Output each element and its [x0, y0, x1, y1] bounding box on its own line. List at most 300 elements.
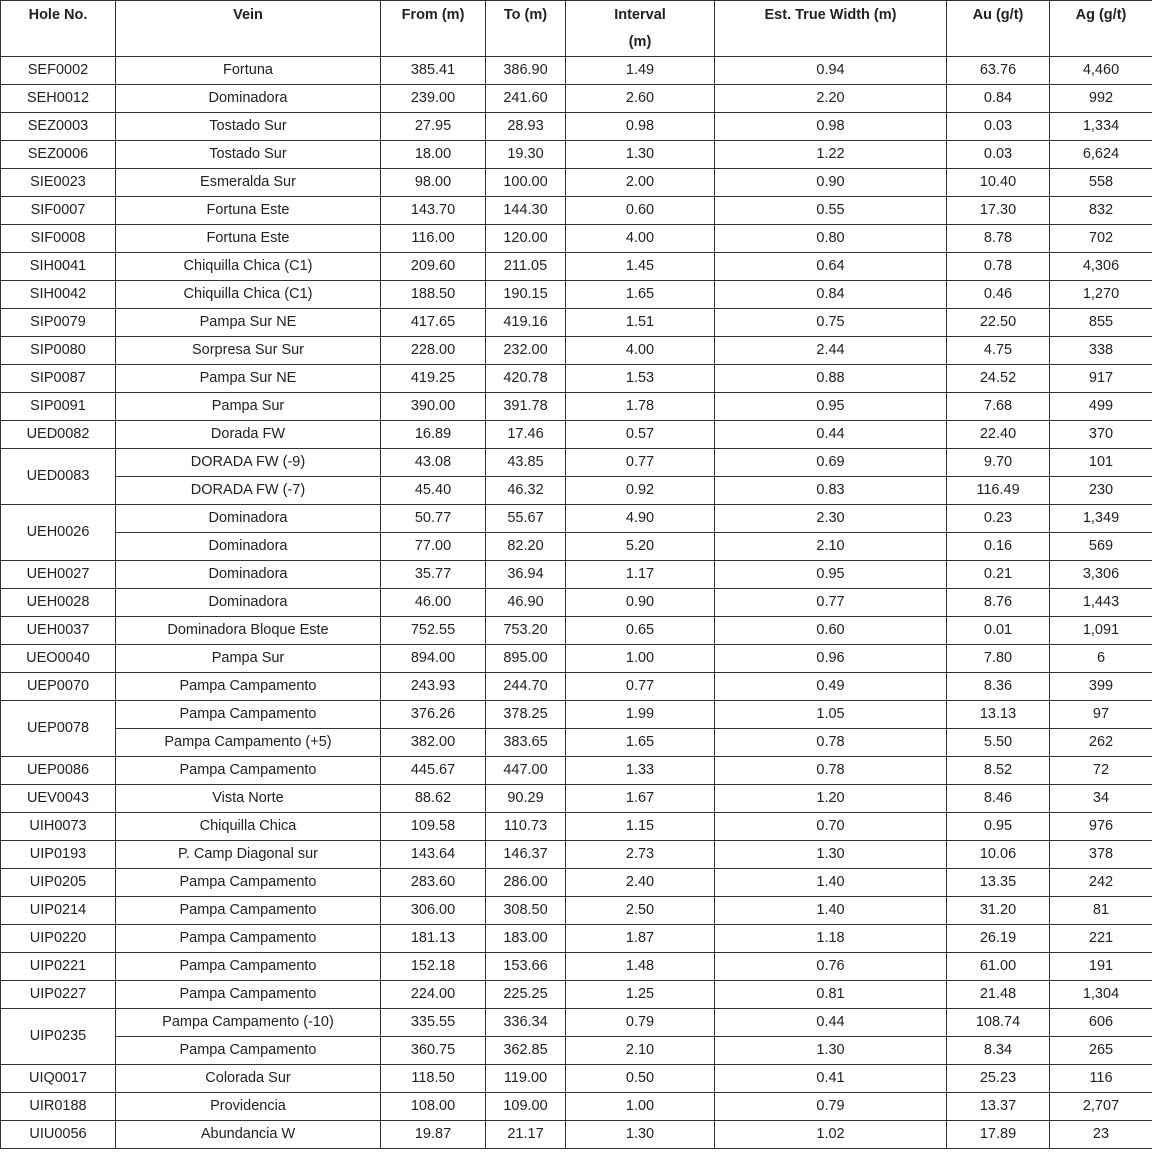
- cell-to: 386.90: [486, 57, 566, 85]
- cell-from: 209.60: [381, 253, 486, 281]
- cell-hole-no: UEO0040: [1, 645, 116, 673]
- cell-from: 335.55: [381, 1009, 486, 1037]
- cell-to: 336.34: [486, 1009, 566, 1037]
- cell-from: 116.00: [381, 225, 486, 253]
- cell-interval: 2.00: [566, 169, 715, 197]
- column-header-from: [381, 1, 486, 57]
- table-header: [1, 1, 1152, 57]
- cell-est-true-width: 1.05: [715, 701, 947, 729]
- cell-est-true-width: 1.22: [715, 141, 947, 169]
- cell-vein: Pampa Sur: [116, 645, 381, 673]
- cell-ag: 2,707: [1050, 1093, 1152, 1121]
- cell-from: 118.50: [381, 1065, 486, 1093]
- column-header-label: (m): [628, 34, 652, 50]
- cell-vein: DORADA FW (-7): [116, 477, 381, 505]
- column-header-label: From (m): [401, 7, 465, 23]
- cell-est-true-width: 0.94: [715, 57, 947, 85]
- cell-interval: 1.15: [566, 813, 715, 841]
- cell-est-true-width: 0.55: [715, 197, 947, 225]
- cell-au: 22.50: [947, 309, 1050, 337]
- cell-hole-no: UEH0027: [1, 561, 116, 589]
- cell-to: 144.30: [486, 197, 566, 225]
- cell-ag: 1,304: [1050, 981, 1152, 1009]
- cell-interval: 1.30: [566, 141, 715, 169]
- cell-from: 98.00: [381, 169, 486, 197]
- cell-est-true-width: 0.64: [715, 253, 947, 281]
- cell-hole-no: SIP0091: [1, 393, 116, 421]
- table-row: [1, 477, 1152, 505]
- cell-au: 7.80: [947, 645, 1050, 673]
- cell-hole-no: SEZ0003: [1, 113, 116, 141]
- cell-hole-no: UIP0205: [1, 869, 116, 897]
- cell-est-true-width: 0.96: [715, 645, 947, 673]
- cell-est-true-width: 0.44: [715, 1009, 947, 1037]
- cell-from: 376.26: [381, 701, 486, 729]
- cell-au: 5.50: [947, 729, 1050, 757]
- cell-au: 25.23: [947, 1065, 1050, 1093]
- table-row: [1, 393, 1152, 421]
- table-row: [1, 617, 1152, 645]
- table-row: [1, 281, 1152, 309]
- cell-ag: 1,334: [1050, 113, 1152, 141]
- table-row: [1, 1009, 1152, 1037]
- table-row: [1, 1093, 1152, 1121]
- cell-vein: Pampa Sur: [116, 393, 381, 421]
- cell-vein: Dominadora: [116, 85, 381, 113]
- table-row: [1, 197, 1152, 225]
- cell-ag: 34: [1050, 785, 1152, 813]
- cell-hole-no: UIQ0017: [1, 1065, 116, 1093]
- cell-ag: 242: [1050, 869, 1152, 897]
- table-row: [1, 309, 1152, 337]
- column-header-label: To (m): [503, 7, 548, 23]
- cell-hole-no: SIP0079: [1, 309, 116, 337]
- cell-ag: 81: [1050, 897, 1152, 925]
- table-row: [1, 337, 1152, 365]
- cell-vein: Tostado Sur: [116, 113, 381, 141]
- cell-vein: Pampa Campamento: [116, 1037, 381, 1065]
- cell-from: 188.50: [381, 281, 486, 309]
- cell-hole-no: UEP0078: [1, 701, 116, 757]
- table-row: [1, 449, 1152, 477]
- table-row: [1, 729, 1152, 757]
- column-header-ag: [1050, 1, 1152, 57]
- cell-hole-no: UIP0235: [1, 1009, 116, 1065]
- cell-vein: Tostado Sur: [116, 141, 381, 169]
- column-header-au: [947, 1, 1050, 57]
- cell-au: 31.20: [947, 897, 1050, 925]
- cell-interval: 4.00: [566, 225, 715, 253]
- cell-vein: Dominadora: [116, 505, 381, 533]
- cell-interval: 1.00: [566, 645, 715, 673]
- cell-to: 82.20: [486, 533, 566, 561]
- cell-vein: Pampa Campamento (-10): [116, 1009, 381, 1037]
- cell-ag: 558: [1050, 169, 1152, 197]
- cell-from: 228.00: [381, 337, 486, 365]
- cell-from: 143.64: [381, 841, 486, 869]
- column-header-to: [486, 1, 566, 57]
- cell-hole-no: UIP0220: [1, 925, 116, 953]
- cell-est-true-width: 0.69: [715, 449, 947, 477]
- cell-to: 308.50: [486, 897, 566, 925]
- table-row: [1, 841, 1152, 869]
- cell-to: 895.00: [486, 645, 566, 673]
- cell-interval: 1.49: [566, 57, 715, 85]
- cell-vein: Dominadora: [116, 589, 381, 617]
- column-header-interval: [566, 1, 715, 57]
- cell-from: 77.00: [381, 533, 486, 561]
- cell-ag: 265: [1050, 1037, 1152, 1065]
- cell-hole-no: UIP0221: [1, 953, 116, 981]
- cell-hole-no: UIR0188: [1, 1093, 116, 1121]
- cell-vein: Pampa Campamento: [116, 925, 381, 953]
- cell-vein: Fortuna: [116, 57, 381, 85]
- cell-au: 8.78: [947, 225, 1050, 253]
- column-header-label: Hole No.: [28, 7, 88, 23]
- cell-vein: Dominadora: [116, 533, 381, 561]
- cell-au: 8.76: [947, 589, 1050, 617]
- cell-est-true-width: 0.49: [715, 673, 947, 701]
- cell-from: 419.25: [381, 365, 486, 393]
- cell-ag: 1,349: [1050, 505, 1152, 533]
- table-row: [1, 981, 1152, 1009]
- cell-hole-no: UIH0073: [1, 813, 116, 841]
- cell-from: 152.18: [381, 953, 486, 981]
- cell-to: 286.00: [486, 869, 566, 897]
- cell-to: 378.25: [486, 701, 566, 729]
- cell-au: 0.03: [947, 113, 1050, 141]
- cell-ag: 1,270: [1050, 281, 1152, 309]
- cell-interval: 1.99: [566, 701, 715, 729]
- cell-vein: Chiquilla Chica: [116, 813, 381, 841]
- cell-to: 100.00: [486, 169, 566, 197]
- cell-au: 17.30: [947, 197, 1050, 225]
- cell-ag: 6,624: [1050, 141, 1152, 169]
- cell-to: 36.94: [486, 561, 566, 589]
- cell-from: 382.00: [381, 729, 486, 757]
- cell-ag: 1,443: [1050, 589, 1152, 617]
- cell-ag: 606: [1050, 1009, 1152, 1037]
- cell-hole-no: SIP0087: [1, 365, 116, 393]
- cell-from: 18.00: [381, 141, 486, 169]
- table-row: [1, 505, 1152, 533]
- cell-from: 360.75: [381, 1037, 486, 1065]
- cell-au: 10.40: [947, 169, 1050, 197]
- cell-au: 0.01: [947, 617, 1050, 645]
- cell-au: 61.00: [947, 953, 1050, 981]
- cell-vein: DORADA FW (-9): [116, 449, 381, 477]
- cell-ag: 499: [1050, 393, 1152, 421]
- cell-from: 46.00: [381, 589, 486, 617]
- cell-to: 43.85: [486, 449, 566, 477]
- cell-est-true-width: 0.79: [715, 1093, 947, 1121]
- cell-est-true-width: 1.20: [715, 785, 947, 813]
- cell-hole-no: UEH0037: [1, 617, 116, 645]
- cell-to: 146.37: [486, 841, 566, 869]
- cell-to: 211.05: [486, 253, 566, 281]
- cell-au: 8.36: [947, 673, 1050, 701]
- table-row: [1, 113, 1152, 141]
- cell-interval: 0.98: [566, 113, 715, 141]
- cell-to: 383.65: [486, 729, 566, 757]
- cell-est-true-width: 1.40: [715, 869, 947, 897]
- cell-hole-no: SIH0042: [1, 281, 116, 309]
- cell-vein: Chiquilla Chica (C1): [116, 253, 381, 281]
- cell-interval: 1.65: [566, 281, 715, 309]
- cell-interval: 1.87: [566, 925, 715, 953]
- cell-est-true-width: 1.30: [715, 841, 947, 869]
- cell-from: 19.87: [381, 1121, 486, 1149]
- cell-interval: 1.17: [566, 561, 715, 589]
- cell-interval: 4.00: [566, 337, 715, 365]
- column-header-label: Au (g/t): [972, 7, 1024, 23]
- cell-hole-no: UIP0193: [1, 841, 116, 869]
- cell-ag: 855: [1050, 309, 1152, 337]
- cell-est-true-width: 0.81: [715, 981, 947, 1009]
- cell-ag: 3,306: [1050, 561, 1152, 589]
- cell-from: 108.00: [381, 1093, 486, 1121]
- cell-est-true-width: 0.88: [715, 365, 947, 393]
- cell-interval: 5.20: [566, 533, 715, 561]
- cell-to: 419.16: [486, 309, 566, 337]
- cell-est-true-width: 1.40: [715, 897, 947, 925]
- cell-interval: 1.25: [566, 981, 715, 1009]
- cell-to: 110.73: [486, 813, 566, 841]
- cell-from: 35.77: [381, 561, 486, 589]
- cell-vein: Pampa Campamento: [116, 701, 381, 729]
- table-row: [1, 673, 1152, 701]
- cell-to: 153.66: [486, 953, 566, 981]
- table-row: [1, 533, 1152, 561]
- cell-est-true-width: 0.44: [715, 421, 947, 449]
- cell-hole-no: SEF0002: [1, 57, 116, 85]
- cell-from: 45.40: [381, 477, 486, 505]
- cell-au: 108.74: [947, 1009, 1050, 1037]
- table-row: [1, 561, 1152, 589]
- cell-est-true-width: 0.60: [715, 617, 947, 645]
- cell-interval: 0.65: [566, 617, 715, 645]
- cell-to: 17.46: [486, 421, 566, 449]
- cell-ag: 116: [1050, 1065, 1152, 1093]
- cell-est-true-width: 1.02: [715, 1121, 947, 1149]
- cell-vein: Fortuna Este: [116, 197, 381, 225]
- cell-est-true-width: 0.90: [715, 169, 947, 197]
- cell-from: 88.62: [381, 785, 486, 813]
- table-row: [1, 785, 1152, 813]
- cell-est-true-width: 1.30: [715, 1037, 947, 1065]
- cell-from: 445.67: [381, 757, 486, 785]
- cell-hole-no: UEH0026: [1, 505, 116, 561]
- cell-au: 0.95: [947, 813, 1050, 841]
- cell-interval: 1.53: [566, 365, 715, 393]
- cell-est-true-width: 0.98: [715, 113, 947, 141]
- cell-vein: Providencia: [116, 1093, 381, 1121]
- cell-to: 120.00: [486, 225, 566, 253]
- cell-au: 13.13: [947, 701, 1050, 729]
- cell-au: 0.84: [947, 85, 1050, 113]
- cell-to: 420.78: [486, 365, 566, 393]
- cell-interval: 1.51: [566, 309, 715, 337]
- cell-to: 183.00: [486, 925, 566, 953]
- cell-ag: 23: [1050, 1121, 1152, 1149]
- cell-au: 8.46: [947, 785, 1050, 813]
- cell-from: 43.08: [381, 449, 486, 477]
- cell-vein: Pampa Campamento: [116, 757, 381, 785]
- table-row: [1, 757, 1152, 785]
- cell-vein: Esmeralda Sur: [116, 169, 381, 197]
- cell-est-true-width: 2.10: [715, 533, 947, 561]
- table-row: [1, 1121, 1152, 1149]
- cell-ag: 992: [1050, 85, 1152, 113]
- cell-interval: 2.73: [566, 841, 715, 869]
- table-row: [1, 1065, 1152, 1093]
- cell-from: 109.58: [381, 813, 486, 841]
- cell-from: 283.60: [381, 869, 486, 897]
- cell-interval: 1.00: [566, 1093, 715, 1121]
- cell-to: 55.67: [486, 505, 566, 533]
- cell-from: 894.00: [381, 645, 486, 673]
- table-body: [1, 57, 1152, 1149]
- header-row: [1, 1, 1152, 57]
- cell-from: 243.93: [381, 673, 486, 701]
- cell-from: 385.41: [381, 57, 486, 85]
- cell-to: 190.15: [486, 281, 566, 309]
- cell-interval: 2.50: [566, 897, 715, 925]
- cell-vein: Chiquilla Chica (C1): [116, 281, 381, 309]
- cell-au: 13.37: [947, 1093, 1050, 1121]
- table-row: [1, 589, 1152, 617]
- cell-est-true-width: 2.44: [715, 337, 947, 365]
- cell-vein: Pampa Campamento: [116, 897, 381, 925]
- cell-hole-no: UED0083: [1, 449, 116, 505]
- cell-to: 447.00: [486, 757, 566, 785]
- cell-est-true-width: 2.20: [715, 85, 947, 113]
- cell-to: 753.20: [486, 617, 566, 645]
- cell-hole-no: UIU0056: [1, 1121, 116, 1149]
- cell-from: 239.00: [381, 85, 486, 113]
- cell-au: 0.23: [947, 505, 1050, 533]
- cell-from: 224.00: [381, 981, 486, 1009]
- cell-est-true-width: 0.95: [715, 561, 947, 589]
- cell-vein: Pampa Sur NE: [116, 365, 381, 393]
- cell-interval: 0.57: [566, 421, 715, 449]
- cell-interval: 1.78: [566, 393, 715, 421]
- cell-hole-no: UIP0227: [1, 981, 116, 1009]
- cell-interval: 0.50: [566, 1065, 715, 1093]
- table-row: [1, 645, 1152, 673]
- cell-to: 46.90: [486, 589, 566, 617]
- cell-hole-no: SIF0008: [1, 225, 116, 253]
- cell-au: 13.35: [947, 869, 1050, 897]
- cell-au: 7.68: [947, 393, 1050, 421]
- cell-au: 0.16: [947, 533, 1050, 561]
- cell-vein: Vista Norte: [116, 785, 381, 813]
- cell-ag: 6: [1050, 645, 1152, 673]
- column-header-label: Ag (g/t): [1075, 7, 1127, 23]
- cell-interval: 1.48: [566, 953, 715, 981]
- cell-vein: Dominadora: [116, 561, 381, 589]
- table-row: [1, 897, 1152, 925]
- cell-ag: 832: [1050, 197, 1152, 225]
- cell-au: 22.40: [947, 421, 1050, 449]
- cell-est-true-width: 0.75: [715, 309, 947, 337]
- cell-interval: 0.77: [566, 673, 715, 701]
- cell-hole-no: UEP0086: [1, 757, 116, 785]
- cell-au: 0.03: [947, 141, 1050, 169]
- cell-interval: 0.79: [566, 1009, 715, 1037]
- table-row: [1, 421, 1152, 449]
- cell-vein: Pampa Sur NE: [116, 309, 381, 337]
- cell-au: 63.76: [947, 57, 1050, 85]
- cell-vein: Sorpresa Sur Sur: [116, 337, 381, 365]
- cell-au: 10.06: [947, 841, 1050, 869]
- cell-interval: 1.45: [566, 253, 715, 281]
- cell-ag: 191: [1050, 953, 1152, 981]
- cell-hole-no: UEH0028: [1, 589, 116, 617]
- cell-au: 26.19: [947, 925, 1050, 953]
- cell-au: 8.34: [947, 1037, 1050, 1065]
- cell-ag: 262: [1050, 729, 1152, 757]
- cell-au: 24.52: [947, 365, 1050, 393]
- table-row: [1, 953, 1152, 981]
- cell-ag: 569: [1050, 533, 1152, 561]
- cell-from: 27.95: [381, 113, 486, 141]
- cell-interval: 1.30: [566, 1121, 715, 1149]
- cell-est-true-width: 2.30: [715, 505, 947, 533]
- cell-from: 16.89: [381, 421, 486, 449]
- cell-ag: 917: [1050, 365, 1152, 393]
- cell-au: 4.75: [947, 337, 1050, 365]
- cell-hole-no: UEP0070: [1, 673, 116, 701]
- cell-ag: 4,460: [1050, 57, 1152, 85]
- table-row: [1, 365, 1152, 393]
- table-row: [1, 813, 1152, 841]
- cell-ag: 378: [1050, 841, 1152, 869]
- cell-ag: 72: [1050, 757, 1152, 785]
- table-row: [1, 869, 1152, 897]
- cell-hole-no: SEZ0006: [1, 141, 116, 169]
- table-row: [1, 253, 1152, 281]
- table-row: [1, 85, 1152, 113]
- table-row: [1, 1037, 1152, 1065]
- table-row: [1, 169, 1152, 197]
- cell-from: 50.77: [381, 505, 486, 533]
- cell-au: 8.52: [947, 757, 1050, 785]
- cell-au: 0.46: [947, 281, 1050, 309]
- cell-interval: 0.77: [566, 449, 715, 477]
- cell-hole-no: SIP0080: [1, 337, 116, 365]
- cell-au: 0.78: [947, 253, 1050, 281]
- cell-hole-no: SIE0023: [1, 169, 116, 197]
- cell-ag: 338: [1050, 337, 1152, 365]
- cell-from: 390.00: [381, 393, 486, 421]
- cell-ag: 101: [1050, 449, 1152, 477]
- cell-interval: 0.92: [566, 477, 715, 505]
- cell-est-true-width: 0.83: [715, 477, 947, 505]
- table-row: [1, 225, 1152, 253]
- cell-vein: Abundancia W: [116, 1121, 381, 1149]
- cell-vein: Dominadora Bloque Este: [116, 617, 381, 645]
- cell-interval: 1.65: [566, 729, 715, 757]
- cell-from: 306.00: [381, 897, 486, 925]
- cell-est-true-width: 0.76: [715, 953, 947, 981]
- column-header-label: Vein: [233, 7, 263, 23]
- column-header-vein: [116, 1, 381, 57]
- cell-vein: Pampa Campamento: [116, 673, 381, 701]
- cell-to: 21.17: [486, 1121, 566, 1149]
- cell-hole-no: UED0082: [1, 421, 116, 449]
- table-row: [1, 141, 1152, 169]
